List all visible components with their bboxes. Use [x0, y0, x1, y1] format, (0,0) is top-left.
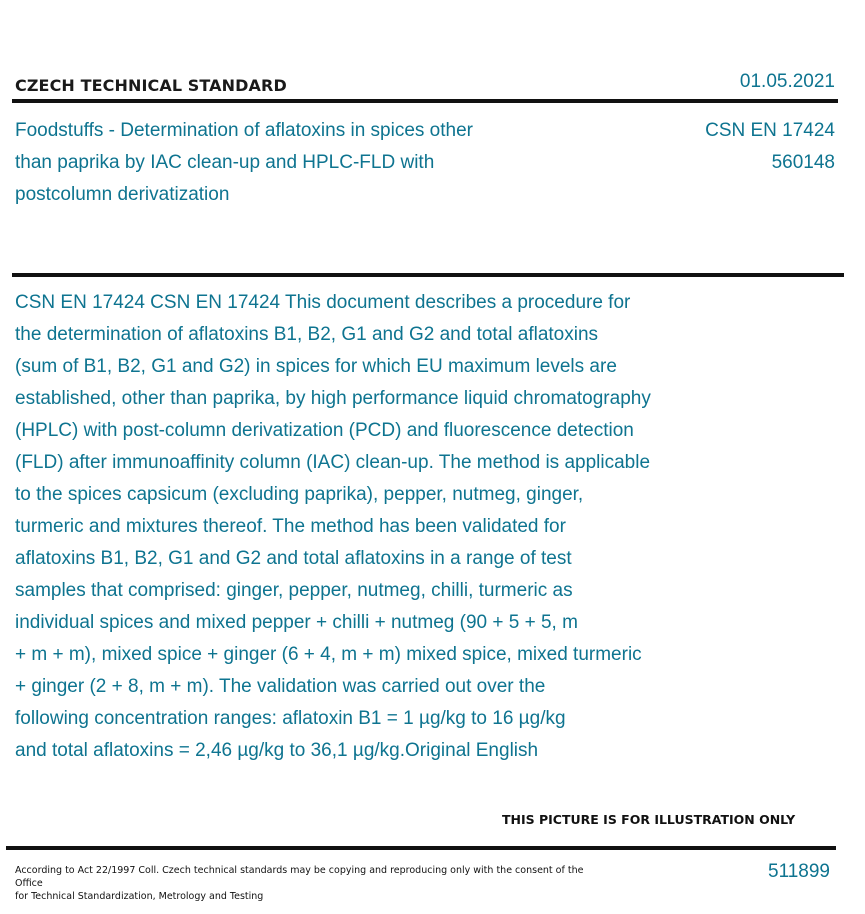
standard-title: Foodstuffs - Determination of aflatoxins in spices other than paprika by IAC clean-up and HPLC-FLD with postcolumn derivatization [15, 120, 473, 205]
document-type-label: CZECH TECHNICAL STANDARD [15, 76, 287, 95]
title-divider [12, 273, 844, 277]
illustration-disclaimer: THIS PICTURE IS FOR ILLUSTRATION ONLY [502, 812, 796, 827]
standard-code: CSN EN 17424 [705, 120, 835, 141]
header-divider [12, 99, 838, 103]
footer-divider [6, 846, 836, 850]
standard-class-number: 560148 [771, 152, 835, 173]
publication-date: 01.05.2021 [739, 71, 835, 92]
catalog-number: 511899 [768, 861, 830, 882]
standard-identifiers [705, 115, 835, 179]
legal-notice: According to Act 22/1997 Coll. Czech technical standards may be copying and reproducing only with the consent of the Office for Technical Standardization, Metrology and Testing [15, 865, 584, 902]
standard-abstract: CSN EN 17424 CSN EN 17424 This document describes a procedure for the determination of aflatoxins B1, B2, G1 and G2 and total aflatoxins (sum of B1, B2, G1 and G2) in spices for which EU maximum levels are established, other than paprika, by high performance liquid chromatography (HPLC) with post-column derivatization (PCD) and fluorescence detection (FLD) after immunoaffinity column (IAC) clean-up. The method is applicable to the spices capsicum (excluding paprika), pepper, nutmeg, ginger, turmeric and mixtures thereof. The method has been validated for aflatoxins B1, B2, G1 and G2 and total aflatoxins in a range of test samples that comprised: ginger, pepper, nutmeg, chilli, turmeric as individual spices and mixed pepper + chilli + nutmeg (90 + 5 + 5, m + m + m), mixed spice + ginger (6 + 4, m + m) mixed spice, mixed turmeric + ginger (2 + 8, m + m). The validation was carried out over the following concentration ranges: aflatoxin B1 = 1 µg/kg to 16 µg/kg and total aflatoxins = 2,46 µg/kg to 36,1 µg/kg.Original English [15, 292, 651, 761]
